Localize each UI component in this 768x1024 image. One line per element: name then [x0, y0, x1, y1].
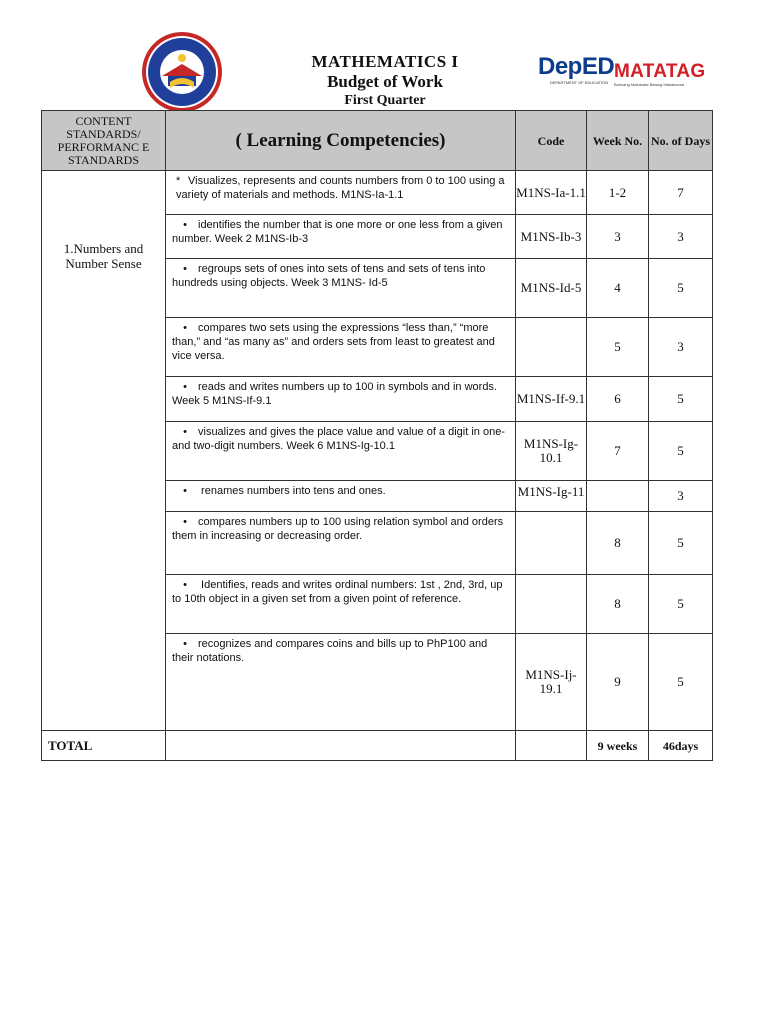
header-days: No. of Days — [649, 111, 713, 171]
table-row — [42, 171, 713, 215]
days-cell: 5 — [649, 575, 713, 634]
competency-text: reads and writes numbers up to 100 in symbols and in words. Week 5 M1NS-If-9.1 — [172, 381, 497, 407]
document-title: MATHEMATICS I — [311, 52, 459, 71]
bullet-marker: • — [183, 485, 187, 497]
competency-cell — [166, 422, 516, 481]
code-cell: M1NS-If-9.1 — [516, 377, 587, 422]
competency-cell — [166, 512, 516, 575]
competency-text: visualizes and gives the place value and value of a digit in one- and two-digit numbers. Week 6 M1NS-Ig-10.1 — [172, 426, 505, 452]
days-cell: 7 — [649, 171, 713, 215]
table-header-row — [42, 111, 713, 171]
document-header — [0, 0, 768, 110]
week-cell: 5 — [587, 318, 649, 377]
days-cell: 5 — [649, 634, 713, 731]
bullet-marker: * — [176, 175, 181, 187]
competency-cell — [166, 634, 516, 731]
days-cell: 3 — [649, 318, 713, 377]
bullet-marker: • — [183, 381, 187, 393]
quarter-label: First Quarter — [344, 93, 426, 108]
code-cell — [516, 575, 587, 634]
competency-text: compares two sets using the expressions “less than,” “more than,” and “as many as” and orders sets from least to greatest and vice versa. — [172, 322, 495, 362]
competency-text: recognizes and compares coins and bills up to PhP100 and their notations. — [172, 638, 488, 664]
code-cell: M1NS-Ig-10.1 — [516, 422, 587, 481]
week-cell: 6 — [587, 377, 649, 422]
week-cell: 8 — [587, 512, 649, 575]
competency-cell — [166, 481, 516, 512]
header-code: Code — [516, 111, 587, 171]
competency-text: identifies the number that is one more or one less from a given number. Week 2 M1NS-Ib-3 — [172, 219, 503, 245]
week-cell — [587, 481, 649, 512]
bullet-marker: • — [183, 219, 187, 231]
competency-text: Identifies, reads and writes ordinal numbers: 1st , 2nd, 3rd, up to 10th object in a given set from a given point of reference. — [172, 579, 503, 605]
competency-cell — [166, 171, 516, 215]
deped-logo-subtext: DEPARTMENT OF EDUCATION — [549, 80, 608, 85]
bullet-marker: • — [183, 263, 187, 275]
matatag-logo-subtext: Bansang Makabata Batang Makabansa — [614, 82, 685, 87]
total-row — [42, 731, 713, 761]
total-label: TOTAL — [42, 731, 166, 761]
week-cell: 4 — [587, 259, 649, 318]
matatag-logo-text: MATATAG — [614, 61, 706, 82]
competency-text: Visualizes, represents and counts numbers from 0 to 100 using a variety of materials and methods. M1NS-Ia-1.1 — [176, 175, 505, 201]
bullet-marker: • — [183, 638, 187, 650]
days-cell: 3 — [649, 215, 713, 259]
code-cell: M1NS-Id-5 — [516, 259, 587, 318]
header-week: Week No. — [587, 111, 649, 171]
header-competencies: ( Learning Competencies) — [166, 111, 516, 171]
competency-text: regroups sets of ones into sets of tens and sets of tens into hundreds using objects. Week 3 M1NS- Id-5 — [172, 263, 486, 289]
code-cell — [516, 318, 587, 377]
matatag-logo — [614, 62, 714, 92]
competency-cell — [166, 575, 516, 634]
competency-cell — [166, 215, 516, 259]
days-cell: 5 — [649, 422, 713, 481]
bullet-marker: • — [183, 579, 187, 591]
total-competencies-cell — [166, 731, 516, 761]
bullet-marker: • — [183, 322, 187, 334]
competency-text: compares numbers up to 100 using relation symbol and orders them in increasing or decreasing order. — [172, 516, 504, 542]
budget-of-work-table — [41, 110, 713, 761]
week-cell: 3 — [587, 215, 649, 259]
code-cell: M1NS-Ij-19.1 — [516, 634, 587, 731]
header-standards: CONTENT STANDARDS/ PERFORMANC E STANDARDS — [42, 111, 166, 171]
deped-logo — [538, 53, 615, 96]
week-cell: 7 — [587, 422, 649, 481]
code-cell — [516, 512, 587, 575]
competency-cell — [166, 318, 516, 377]
competency-cell — [166, 259, 516, 318]
code-cell: M1NS-Ib-3 — [516, 215, 587, 259]
code-cell: M1NS-Ia-1.1 — [516, 171, 587, 215]
deped-logo-text: DepED — [538, 53, 615, 80]
code-cell: M1NS-Ig-11 — [516, 481, 587, 512]
content-standard-cell: 1.Numbers and Number Sense — [42, 171, 166, 731]
days-cell: 5 — [649, 259, 713, 318]
days-cell: 3 — [649, 481, 713, 512]
document-title-block — [260, 52, 510, 110]
bullet-marker: • — [183, 426, 187, 438]
days-cell: 5 — [649, 512, 713, 575]
document-subtitle: Budget of Work — [327, 72, 443, 91]
bullet-marker: • — [183, 516, 187, 528]
week-cell: 8 — [587, 575, 649, 634]
total-days: 46days — [649, 731, 713, 761]
competency-cell — [166, 377, 516, 422]
competency-text: renames numbers into tens and ones. — [198, 485, 386, 497]
week-cell: 1-2 — [587, 171, 649, 215]
total-weeks: 9 weeks — [587, 731, 649, 761]
total-code-cell — [516, 731, 587, 761]
week-cell: 9 — [587, 634, 649, 731]
school-seal-logo — [140, 30, 224, 114]
days-cell: 5 — [649, 377, 713, 422]
